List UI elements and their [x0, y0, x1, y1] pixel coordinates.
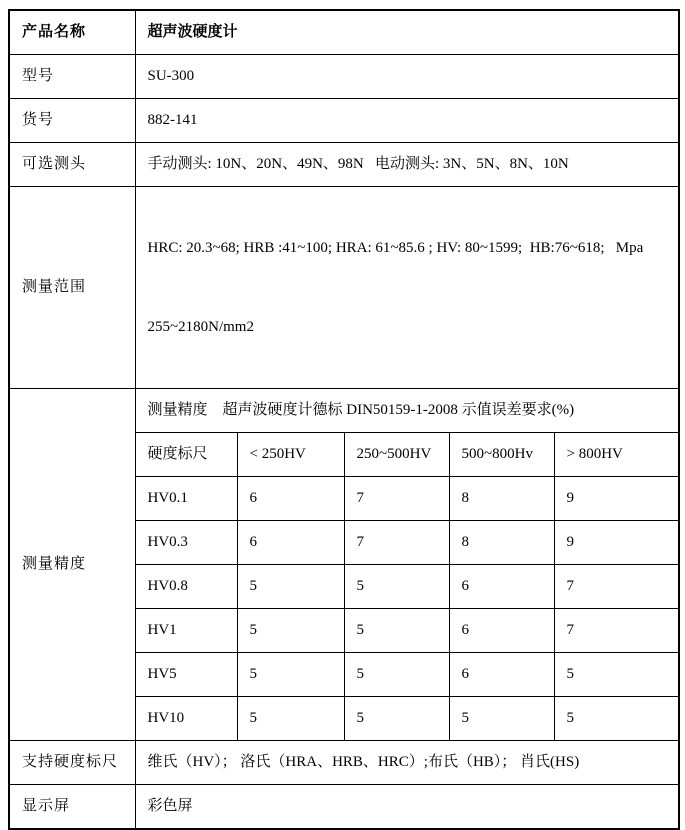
accuracy-scale: HV0.8 — [135, 564, 237, 608]
row-value-probes: 手动测头: 10N、20N、49N、98N 电动测头: 3N、5N、8N、10N — [135, 143, 679, 187]
accuracy-col-under-250hv: < 250HV — [237, 432, 344, 476]
table-row-supported-scales — [9, 740, 679, 784]
table-row-item-number — [9, 99, 679, 143]
accuracy-value: 7 — [554, 564, 679, 608]
accuracy-value: 9 — [554, 520, 679, 564]
table-row-measuring-range — [9, 187, 679, 389]
row-label-measuring-range: 测量范围 — [9, 187, 135, 389]
accuracy-value: 8 — [449, 520, 554, 564]
accuracy-value: 5 — [344, 652, 449, 696]
row-label-probes: 可选测头 — [9, 143, 135, 187]
accuracy-value: 5 — [237, 608, 344, 652]
table-row-probes — [9, 143, 679, 187]
measuring-range-line-2: 255~2180N/mm2 — [147, 319, 254, 335]
accuracy-scale: HV1 — [135, 608, 237, 652]
row-value-item-number: 882-141 — [135, 99, 679, 143]
table-row-accuracy-header — [9, 388, 679, 432]
measuring-range-line-1: HRC: 20.3~68; HRB :41~100; HRA: 61~85.6 ; HV: 80~1599; HB:76~618; Mpa — [147, 239, 644, 256]
accuracy-value: 7 — [344, 476, 449, 520]
accuracy-value: 9 — [554, 476, 679, 520]
row-label-product-name: 产品名称 — [9, 10, 135, 55]
accuracy-value: 5 — [237, 696, 344, 740]
accuracy-col-250-500hv: 250~500HV — [344, 432, 449, 476]
accuracy-scale: HV0.1 — [135, 476, 237, 520]
row-label-display: 显示屏 — [9, 784, 135, 829]
accuracy-col-scale: 硬度标尺 — [135, 432, 237, 476]
accuracy-value: 7 — [554, 608, 679, 652]
accuracy-value: 5 — [344, 564, 449, 608]
product-spec-table — [8, 9, 680, 830]
table-row-display — [9, 784, 679, 829]
accuracy-value: 6 — [449, 608, 554, 652]
accuracy-value: 5 — [554, 652, 679, 696]
accuracy-value: 6 — [449, 652, 554, 696]
accuracy-scale: HV10 — [135, 696, 237, 740]
row-value-supported-scales: 维氏（HV）； 洛氏（HRA、HRB、HRC）;布氏（HB）； 肖氏(HS) — [135, 740, 679, 784]
accuracy-value: 5 — [237, 652, 344, 696]
table-row-model — [9, 55, 679, 99]
accuracy-value: 5 — [554, 696, 679, 740]
accuracy-value: 8 — [449, 476, 554, 520]
accuracy-scale: HV5 — [135, 652, 237, 696]
row-value-measuring-range — [135, 187, 679, 389]
row-label-item-number: 货号 — [9, 99, 135, 143]
accuracy-col-500-800hv: 500~800Hv — [449, 432, 554, 476]
accuracy-standard-header: 测量精度 超声波硬度计德标 DIN50159-1-2008 示值误差要求(%) — [135, 388, 679, 432]
row-value-model: SU-300 — [135, 55, 679, 99]
accuracy-value: 6 — [237, 476, 344, 520]
row-label-supported-scales: 支持硬度标尺 — [9, 740, 135, 784]
accuracy-value: 7 — [344, 520, 449, 564]
accuracy-col-over-800hv: > 800HV — [554, 432, 679, 476]
table-row-product-name — [9, 10, 679, 55]
accuracy-value: 5 — [237, 564, 344, 608]
row-label-model: 型号 — [9, 55, 135, 99]
accuracy-value: 5 — [344, 696, 449, 740]
row-value-product-name: 超声波硬度计 — [135, 10, 679, 55]
accuracy-value: 6 — [237, 520, 344, 564]
row-label-accuracy: 测量精度 — [9, 388, 135, 740]
row-value-display: 彩色屏 — [135, 784, 679, 829]
accuracy-value: 6 — [449, 564, 554, 608]
accuracy-scale: HV0.3 — [135, 520, 237, 564]
accuracy-value: 5 — [449, 696, 554, 740]
accuracy-value: 5 — [344, 608, 449, 652]
